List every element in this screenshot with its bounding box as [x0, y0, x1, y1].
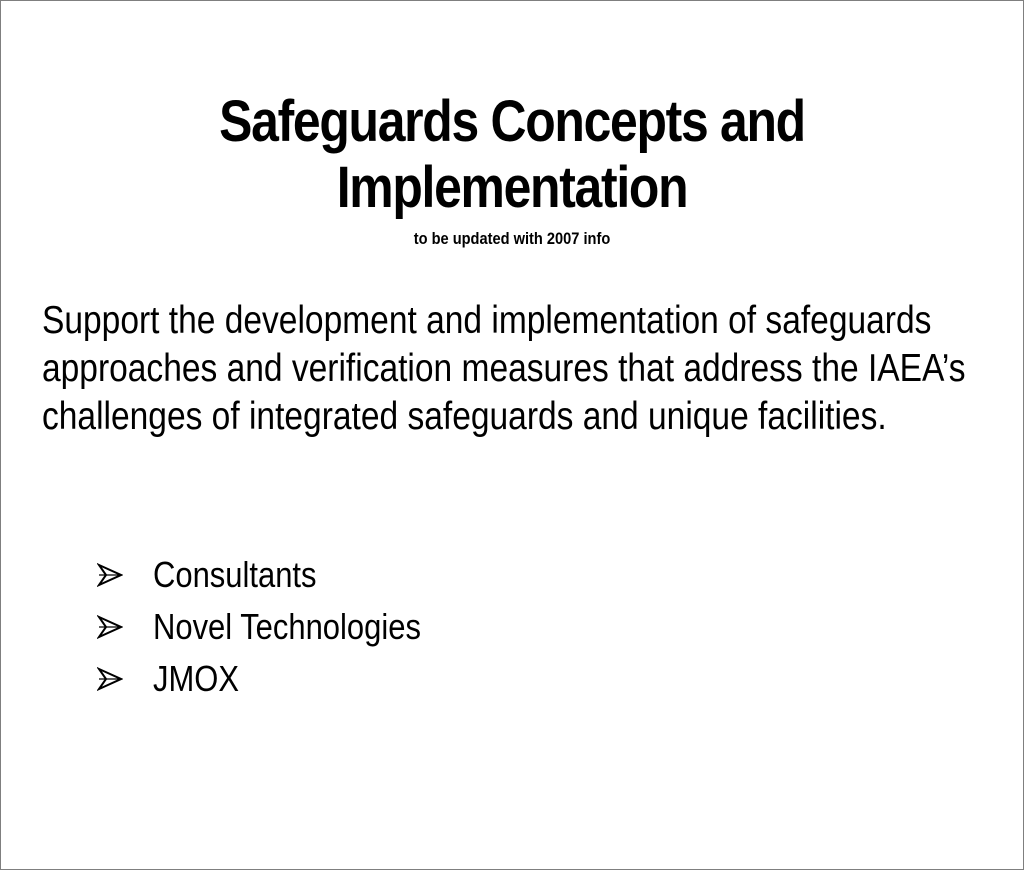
bullet-label: Consultants: [153, 554, 317, 595]
arrow-bullet-icon: [97, 615, 123, 639]
slide-subtitle: to be updated with 2007 info: [413, 229, 611, 248]
bullet-item-consultants: [97, 549, 465, 601]
arrow-bullet-icon: [97, 667, 123, 691]
title-block: [1, 89, 1023, 221]
body-paragraph: Support the development and implementation of safeguards approaches and verification measures that address the IAEA’s challenges of integrated safeguards and unique facilities.: [42, 299, 966, 438]
arrow-bullet-icon: [97, 563, 123, 587]
bullet-label: Novel Technologies: [153, 606, 421, 647]
slide-title: Safeguards Concepts and Implementation: [219, 89, 805, 220]
bullet-item-novel-technologies: [97, 601, 465, 653]
bullet-item-jmox: [97, 653, 465, 705]
bullet-label: JMOX: [153, 658, 240, 699]
bullet-list: [97, 549, 465, 705]
